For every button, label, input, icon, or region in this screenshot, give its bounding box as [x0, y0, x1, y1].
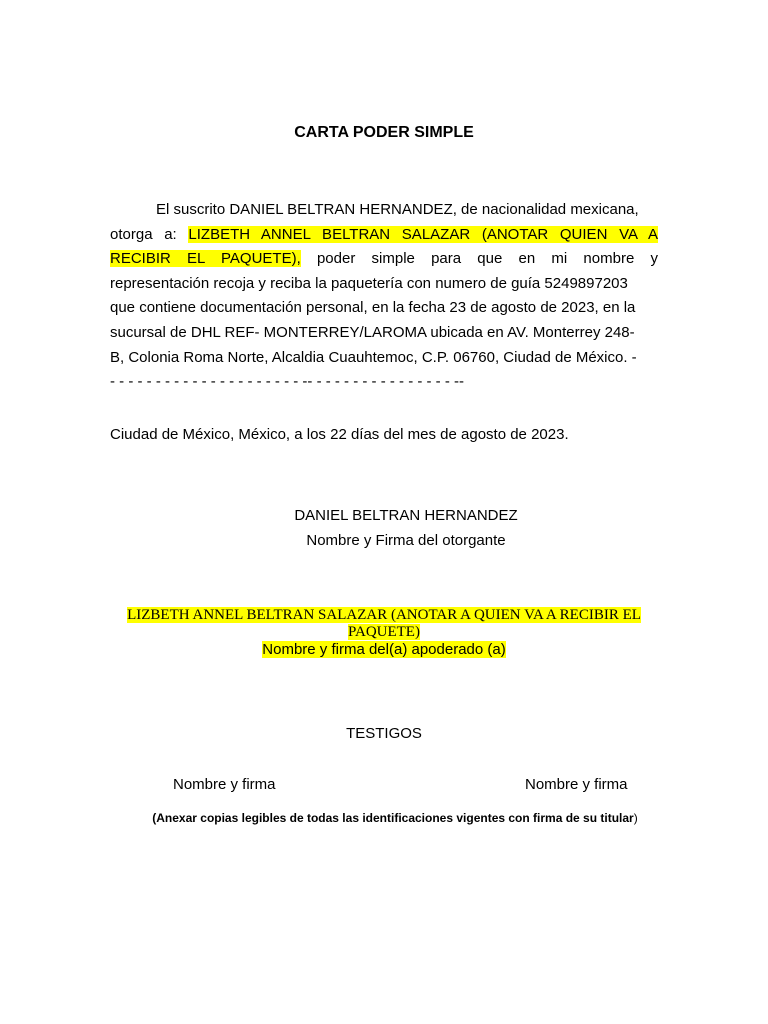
document-title: CARTA PODER SIMPLE	[294, 124, 474, 141]
attorney-name-line-2: PAQUETE)	[348, 624, 420, 640]
attachment-note	[0, 811, 768, 825]
attorney-name-block	[0, 607, 768, 641]
body-line-3-suffix: poder simple para que en mi nombre y	[316, 250, 658, 268]
grantor-caption: Nombre y Firma del otorgante	[306, 532, 506, 549]
attorney-caption: Nombre y firma del(a) apoderado (a)	[262, 641, 506, 658]
attorney-name-line-1: LIZBETH ANNEL BELTRAN SALAZAR (ANOTAR A QUIEN VA A RECIBIR EL	[127, 607, 641, 623]
highlighted-package-note: RECIBIR EL PAQUETE),	[110, 250, 301, 268]
body-line-2-prefix: otorga a:	[110, 225, 177, 243]
attachment-note-close: )	[633, 811, 638, 825]
highlighted-attorney-name: LIZBETH ANNEL BELTRAN SALAZAR (ANOTAR QUIEN VA A	[188, 225, 658, 243]
date-line: Ciudad de México, México, a los 22 días del mes de agosto de 2023.	[110, 426, 569, 443]
attorney-caption-wrap	[0, 641, 768, 658]
body-line-5: que contiene documentación personal, en la fecha 23 de agosto de 2023, en la	[110, 299, 636, 317]
body-line-7: B, Colonia Roma Norte, Alcaldia Cuauhtemoc, C.P. 06760, Ciudad de México. -	[110, 348, 637, 366]
body-line-3	[110, 247, 658, 272]
witnesses-heading: TESTIGOS	[346, 725, 422, 742]
witness-right-caption: Nombre y firma	[525, 776, 628, 793]
body-line-8-dashes: - - - - - - - - - - - - - - - - - - - - - -- - - - - - - - - - - - - - - - --	[110, 373, 465, 391]
attachment-note-text: (Anexar copias legibles de todas las identificaciones vigentes con firma de su titular	[152, 811, 634, 825]
witness-left-caption: Nombre y firma	[173, 776, 276, 793]
body-line-6: sucursal de DHL REF- MONTERREY/LAROMA ubicada en AV. Monterrey 248-	[110, 323, 635, 341]
grantor-name: DANIEL BELTRAN HERNANDEZ	[294, 507, 518, 524]
body-paragraph	[110, 198, 658, 395]
body-line-1: El suscrito DANIEL BELTRAN HERNANDEZ, de nacionalidad mexicana,	[156, 201, 639, 218]
body-line-4: representación recoja y reciba la paquetería con numero de guía 5249897203	[110, 274, 628, 292]
body-line-2	[110, 223, 658, 248]
